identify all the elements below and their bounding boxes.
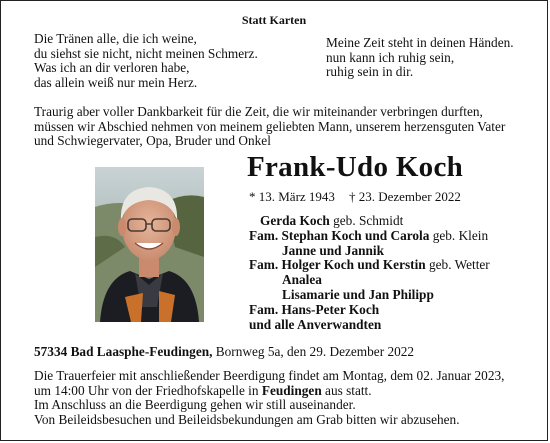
family-line-normal: geb. Klein	[429, 227, 489, 243]
family-line	[249, 273, 490, 288]
verse-left-line: du siehst sie nicht, nicht meinen Schmerz.	[34, 45, 258, 61]
family-line	[249, 303, 490, 318]
family-line-normal: geb. Schmidt	[329, 213, 404, 228]
verse-right-line: ruhig sein in dir.	[326, 64, 414, 80]
intro-text	[34, 105, 505, 149]
family-line	[249, 244, 490, 259]
closing-line: Im Anschluss an die Beerdigung gehen wir still auseinander.	[34, 397, 356, 413]
verse-right-line: nun kann ich ruhig sein,	[326, 49, 455, 65]
verse-left-line: das allein weiß nur mein Herz.	[34, 74, 198, 90]
family-line	[249, 229, 490, 244]
intro-line: Traurig aber voller Dankbarkeit für die Zeit, die wir miteinander verbringen durften,	[34, 104, 483, 119]
family-line-bold: Analea	[282, 272, 322, 288]
family-line-bold: Janne und Jannik	[282, 242, 384, 258]
family-line	[249, 288, 490, 303]
place-bold: 57334 Bad Laasphe-Feudingen,	[34, 344, 213, 359]
family-line-bold: Fam. Hans-Peter Koch	[249, 301, 380, 317]
village-name: Feudingen	[261, 382, 322, 398]
family-line-normal: geb. Wetter	[425, 257, 490, 273]
closing-text	[34, 369, 504, 427]
family-line	[249, 258, 490, 273]
intro-line: und Schwiegervater, Opa, Bruder und Onkel	[34, 133, 271, 149]
family-line-bold: Lisamarie und Jan Philipp	[282, 286, 434, 302]
birth-date: * 13. März 1943	[249, 189, 335, 204]
family-line	[249, 214, 490, 229]
verse-left-line: Was ich an dir verloren habe,	[34, 60, 190, 76]
deceased-name: Frank-Udo Koch	[247, 151, 464, 183]
portrait-photo	[95, 167, 204, 322]
family-line-bold: und alle Anverwandten	[249, 316, 382, 332]
life-dates	[249, 190, 475, 205]
closing-line: Die Trauerfeier mit anschließender Beerdigung findet am Montag, dem 02. Januar 2023,	[34, 368, 505, 383]
verse-right-line: Meine Zeit steht in deinen Händen.	[326, 35, 514, 50]
verse-left	[34, 32, 258, 90]
closing-line: Von Beileidsbesuchen und Beileidsbekundungen am Grab bitten wir abzusehen.	[34, 411, 460, 427]
place-and-date	[34, 345, 414, 360]
death-date: † 23. Dezember 2022	[348, 189, 461, 204]
closing-line-text: aus statt.	[321, 382, 372, 398]
portrait-photo-image	[95, 167, 204, 322]
family-line-bold: Fam. Holger Koch und Kerstin	[249, 257, 426, 273]
verse-right	[326, 36, 514, 80]
closing-line-text: um 14:00 Uhr von der Friedhofskapelle in	[34, 382, 262, 398]
intro-line: müssen wir Abschied nehmen von meinem geliebten Mann, unserem herzensguten Vater	[34, 118, 506, 134]
place-normal: Bornweg 5a, den 29. Dezember 2022	[212, 344, 415, 359]
family-line	[249, 318, 490, 333]
family-line-bold: Gerda Koch	[260, 213, 330, 228]
family-list	[249, 214, 490, 332]
family-line-bold: Fam. Stephan Koch und Carola	[249, 227, 430, 243]
header-statt-karten: Statt Karten	[241, 13, 307, 27]
verse-left-line: Die Tränen alle, die ich weine,	[34, 31, 197, 46]
closing-line	[34, 384, 504, 399]
